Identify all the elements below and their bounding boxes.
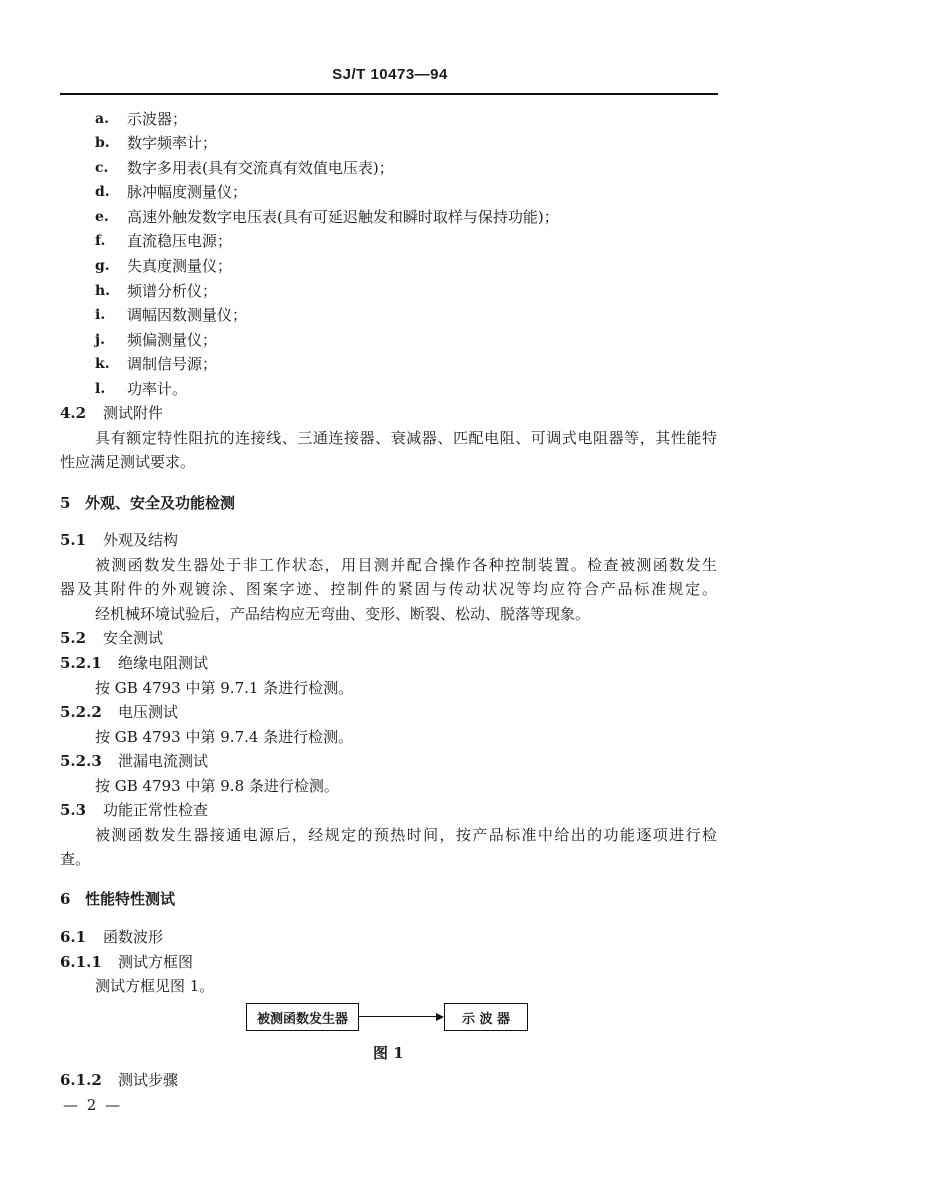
section-5-3-paragraph-line: 被测函数发生器接通电源后，经规定的预热时间，按产品标准中给出的功能逐项进行检 [95,826,717,844]
list-item-letter: l. [95,381,106,397]
section-5-2-number: 5.2 [60,629,87,647]
section-6-1-1-title: 测试方框图 [118,953,194,971]
list-item-text: 示波器； [127,110,188,128]
list-item-text: 频谱分析仪； [127,282,218,300]
list-item-text: 失真度测量仪； [127,257,233,275]
section-6-number: 6 [60,890,71,908]
section-5-2-2-title: 电压测试 [118,703,179,721]
section-5-2-2-number: 5.2.2 [60,703,102,721]
list-item-letter: j. [95,332,105,348]
diagram-box-oscilloscope: 示 波 器 [444,1003,528,1031]
section-6-1-1-number: 6.1.1 [60,953,102,971]
diagram-connector-line [359,1016,439,1017]
list-item-letter: a. [95,111,109,127]
list-item-letter: f. [95,233,106,249]
section-4-2-paragraph-line: 性应满足测试要求。 [60,453,196,471]
section-5-number: 5 [60,494,71,512]
section-5-1-paragraph-line: 被测函数发生器处于非工作状态，用目测并配合操作各种控制装置。检查被测函数发生 [95,556,717,574]
section-5-3-paragraph-line: 查。 [60,850,91,868]
document-code-header: SJ/T 10473—94 [332,66,448,83]
section-5-2-1-title: 绝缘电阻测试 [118,654,209,672]
section-6-title: 性能特性测试 [85,890,176,908]
section-6-1-number: 6.1 [60,928,87,946]
section-4-2-number: 4.2 [60,404,87,422]
section-6-1-title: 函数波形 [103,928,164,946]
section-5-3-title: 功能正常性检查 [103,801,209,819]
list-item-letter: g. [95,258,110,274]
diagram-box-function-generator: 被测函数发生器 [246,1003,359,1031]
section-5-1-title: 外观及结构 [103,531,179,549]
section-5-title: 外观、安全及功能检测 [85,494,236,512]
list-item-letter: d. [95,184,110,200]
list-item-letter: e. [95,209,109,225]
list-item-letter: h. [95,283,111,299]
list-item-letter: c. [95,160,109,176]
list-item-letter: b. [95,135,110,151]
section-6-1-2-number: 6.1.2 [60,1071,102,1089]
list-item-text: 高速外触发数字电压表(具有可延迟触发和瞬时取样与保持功能)； [127,208,559,226]
section-5-2-2-text: 按 GB 4793 中第 9.7.4 条进行检测。 [95,728,354,746]
section-5-1-number: 5.1 [60,531,87,549]
figure-caption: 图 1 [373,1044,404,1062]
section-6-1-2-title: 测试步骤 [118,1071,179,1089]
page-number: — 2 — [63,1096,123,1114]
section-5-2-title: 安全测试 [103,629,164,647]
arrow-right-icon [436,1013,444,1021]
section-5-1-paragraph-line: 器及其附件的外观镀涂、图案字迹、控制件的紧固与传动状况等均应符合产品标准规定。 [60,580,717,598]
section-5-3-number: 5.3 [60,801,87,819]
list-item-text: 调幅因数测量仪； [127,306,248,324]
section-6-1-1-text: 测试方框见图 1。 [95,977,215,995]
header-rule [60,93,718,95]
section-5-2-3-number: 5.2.3 [60,752,102,770]
list-item-letter: k. [95,356,110,372]
section-5-2-3-title: 泄漏电流测试 [118,752,209,770]
section-4-2-paragraph-line: 具有额定特性阻抗的连接线、三通连接器、衰减器、匹配电阻、可调式电阻器等，其性能特 [95,429,717,447]
list-item-text: 频偏测量仪； [127,331,218,349]
section-4-2-title: 测试附件 [103,404,164,422]
list-item-text: 调制信号源； [127,355,218,373]
list-item-text: 功率计。 [127,380,188,398]
list-item-text: 数字多用表(具有交流真有效值电压表)； [127,159,394,177]
section-5-1-paragraph: 经机械环境试验后，产品结构应无弯曲、变形、断裂、松动、脱落等现象。 [95,605,591,623]
section-5-2-1-text: 按 GB 4793 中第 9.7.1 条进行检测。 [95,679,354,697]
list-item-text: 数字频率计； [127,134,218,152]
list-item-text: 直流稳压电源； [127,232,233,250]
section-5-2-3-text: 按 GB 4793 中第 9.8 条进行检测。 [95,777,339,795]
list-item-text: 脉冲幅度测量仪； [127,183,248,201]
section-5-2-1-number: 5.2.1 [60,654,102,672]
list-item-letter: i. [95,307,106,323]
